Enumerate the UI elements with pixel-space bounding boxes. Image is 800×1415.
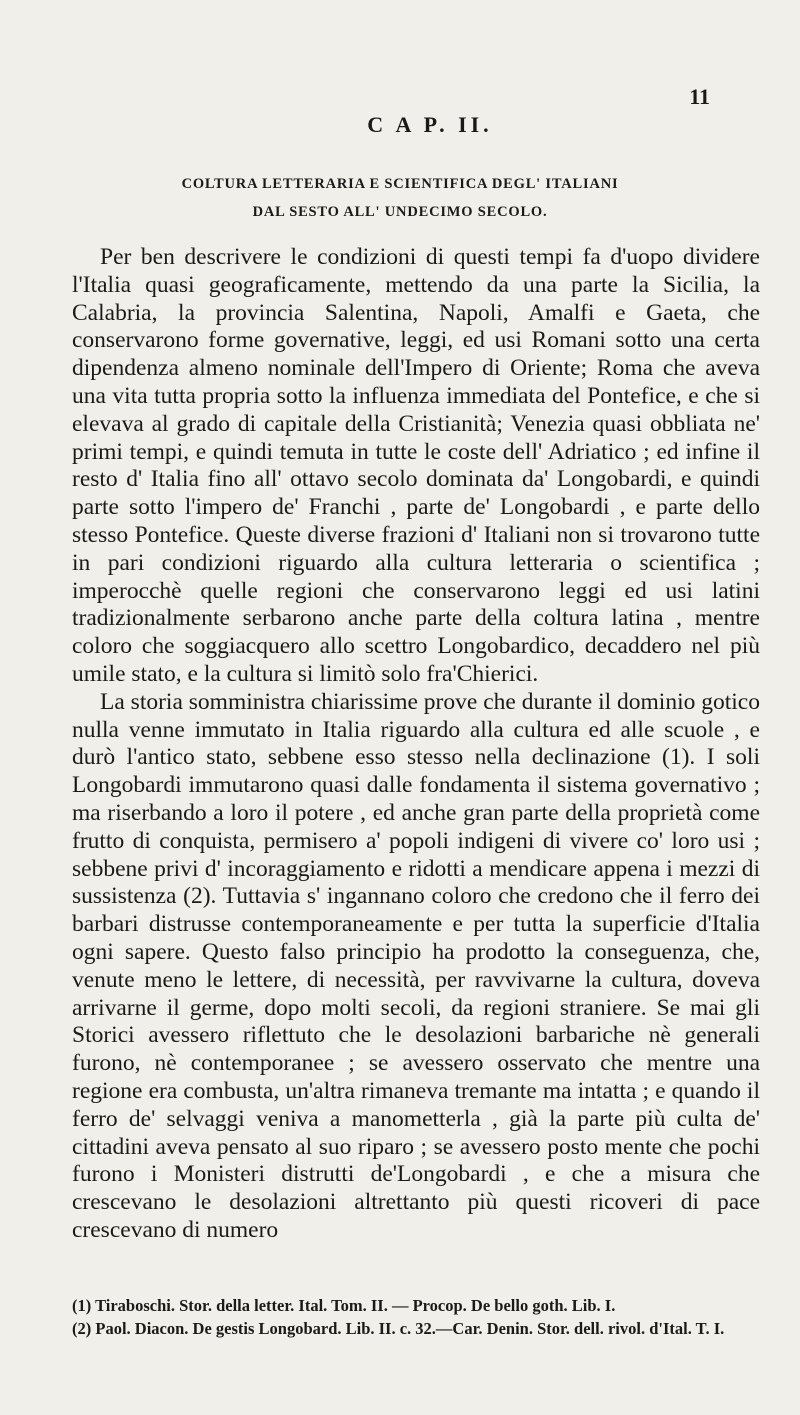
paragraph: Per ben descrivere le condizioni di questi tempi fa d'uopo dividere l'Italia quasi geograficamente, mettendo da una parte la Sicilia, la Calabria, la provincia Salentina, Napoli, Amalfi e Gaeta, che conservarono forme governative, leggi, ed usi Romani sotto una certa dipendenza almeno nominale dell'Impero di Oriente; Roma che aveva una vita tutta propria sotto la influenza immediata del Pontefice, e che si elevava al grado di capitale della Cristianità; Venezia quasi obbliata ne' primi tempi, e quindi temuta in tutte le coste dell' Adriatico ; ed infine il resto d' Italia fino all' ottavo secolo dominata da' Longobardi, e quindi parte sotto l'impero de' Franchi , parte de' Longobardi , e parte dello stesso Pontefice. Queste diverse frazioni d' Italiani non si trovarono tutte in pari condizioni riguardo alla cultura letteraria o scientifica ; imperocchè quelle regioni che conservarono leggi ed usi latini tradizionalmente serbarono anche parte della coltura latina , mentre coloro che soggiacquero allo scettro Longobardico, decaddero nel più umile stato, e la cultura si limitò solo fra'Chierici. xyxy=(72,244,760,687)
subtitle-line-2: DAL SESTO ALL' UNDECIMO SECOLO. xyxy=(252,204,548,220)
paragraph: La storia somministra chiarissime prove che durante il dominio gotico nulla venne immutato in Italia riguardo alla cultura ed alle scuole , e durò l'antico stato, sebbene esso stesso nella declinazione (1). I soli Longobardi immutarono quasi dalle fondamenta il sistema governativo ; ma riserbando a loro il potere , ed anche gran parte della proprietà come frutto di conquista, permisero a' popoli indigeni di vivere co' loro usi ; sebbene privi d' incoraggiamento e ridotti a mendicare appena i mezzi di sussistenza (2). Tuttavia s' ingannano coloro che credono che il ferro dei barbari distrusse contemporaneamente e per tutta la superficie d'Italia ogni sapere. Questo falso principio ha prodotto la conseguenza, che, venute meno le lettere, di necessità, per ravvivarne la cultura, doveva arrivarne il germe, dopo molti secoli, da regioni straniere. Se mai gli Storici avessero riflettuto che le desolazioni barbariche nè generali furono, nè contemporanee ; se avessero osservato che mentre una regione era combusta, un'altra rimaneva tremante ma intatta ; e quando il ferro de' selvaggi veniva a manometterla , già la parte più culta de' cittadini aveva pensato al suo riparo ; se avessero posto mente che pochi furono i Monisteri distrutti de'Longobardi , e che a misura che crescevano le desolazioni altrettanto più questi ricoveri di pace crescevano di numero xyxy=(72,688,760,1243)
body-text xyxy=(72,244,760,1245)
page-number: 11 xyxy=(689,84,710,109)
chapter-title: C A P. II. xyxy=(367,112,493,137)
footnote: (1) Tiraboschi. Stor. della letter. Ital. Tom. II. — Procop. De bello goth. Lib. I. xyxy=(72,1296,616,1315)
subtitle-line-1: COLTURA LETTERARIA E SCIENTIFICA DEGL' ITALIANI xyxy=(181,176,619,192)
footnotes xyxy=(72,1296,760,1341)
footnote: (2) Paol. Diacon. De gestis Longobard. Lib. II. c. 32.—Car. Denin. Stor. dell. rivol. d'Ital. T. I. xyxy=(72,1318,725,1338)
chapter-subtitle xyxy=(100,170,700,226)
